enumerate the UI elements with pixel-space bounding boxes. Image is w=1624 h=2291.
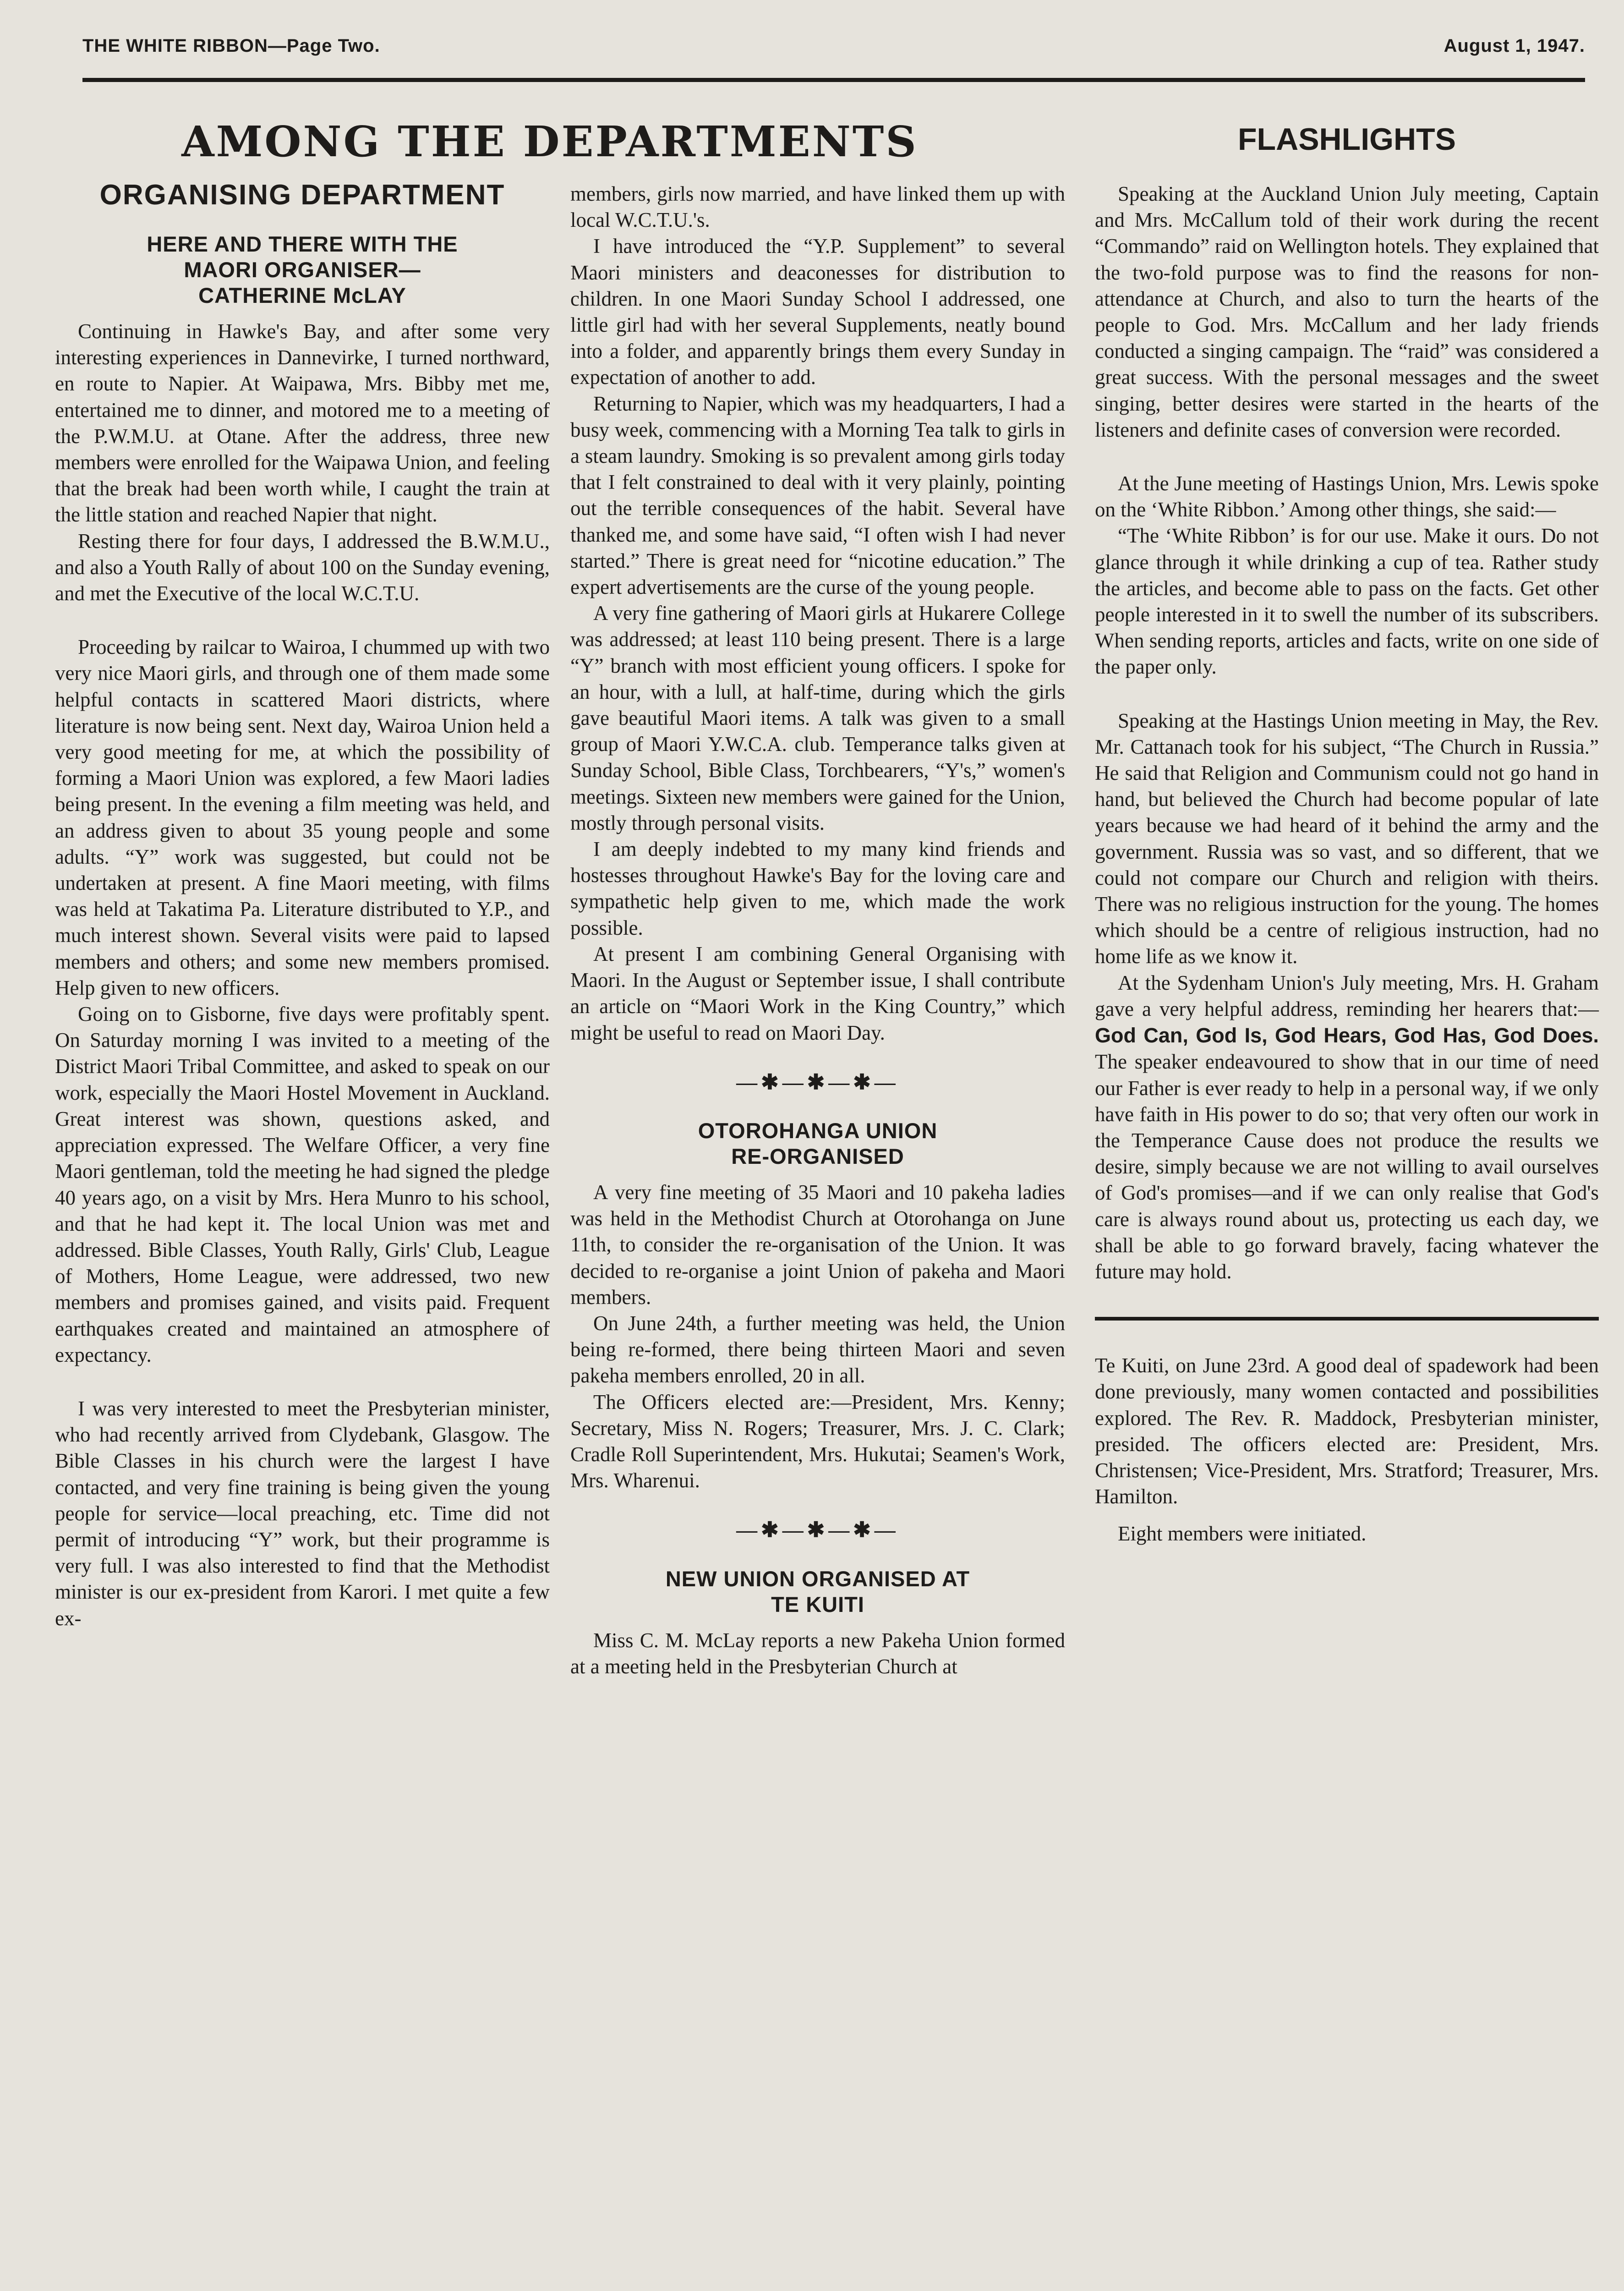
flashlight-paragraph [1095, 970, 1599, 1285]
tekuiti-subhead [570, 1566, 1065, 1617]
article-paragraph: I was very interested to meet the Presbyterian minister, who had recently arrived from Clydebank, Glasgow. The Bible Classes in his church were the largest I have contacted, and very fine training is being given the young people for service—local preaching, etc. Time did not permit of introducing “Y” work, but their programme is very full. I was also interested to find that the Methodist minister is our ex-president from Karori. I met quite a few ex- [55, 1397, 550, 1630]
article-paragraph: Eight members were initiated. [1118, 1522, 1367, 1546]
flashlight-paragraph: “The ‘White Ribbon’ is for our use. Make it ours. Do not glance through it while drinking a cup of tea. Rather study the articles, and become able to pass on the facts. Get other people interested in it to swell the number of its subscribers. When sending reports, articles and facts, write on one side of the paper only. [1095, 524, 1599, 679]
subhead-line: MAORI ORGANISER— [184, 258, 421, 282]
subhead-line: CATHERINE McLAY [198, 283, 406, 307]
header-rule [82, 78, 1585, 82]
flashlights-title: FLASHLIGHTS [1238, 122, 1456, 157]
running-header-left: THE WHITE RIBBON—Page Two. [82, 36, 380, 56]
flashlight-paragraph: Speaking at the Auckland Union July meeting, Captain and Mrs. McCallum told of their work during the recent “Commando” raid on Wellington hotels. They explained that the two-fold purpose was to find the reasons for non-attendance at Church, and also to turn the hearts of the people to God. Mrs. McCallum and her lady friends conducted a singing campaign. The “raid” was considered a great success. With the personal messages and the sweet singing, better desires were started in the hearts of the listeners and definite cases of conversion were recorded. [1095, 182, 1599, 441]
flashlight-text: The speaker endeavoured to show that in our time of need our Father is ever ready to help in a personal way, if we only have faith in His power to do so; that very often our work in the Temperance Cause does not produce the results we desire, simply because we are not willing to avail ourselves of God's promises—and if we can only realise that God's care is always round about us, protecting us each day, we shall be able to go forward bravely, facing whatever the future may hold. [1095, 1050, 1599, 1283]
main-title: AMONG THE DEPARTMENTS [181, 117, 918, 166]
article-paragraph: Resting there for four days, I addressed the B.W.M.U., and also a Youth Rally of about 100 on the Sunday evening, and met the Executive of the local W.C.T.U. [55, 529, 550, 605]
otorohanga-subhead [570, 1118, 1065, 1169]
subhead-line: TE KUITI [771, 1592, 864, 1617]
column-2 [570, 181, 1065, 1680]
article-paragraph: Te Kuiti, on June 23rd. A good deal of spadework had been done previously, many women contacted and possibilities explored. The Rev. R. Maddock, Presbyterian minister, presided. The officers elected are: President, Mrs. Christensen; Vice-President, Mrs. Stratford; Treasurer, Mrs. Hamilton. [1095, 1354, 1599, 1508]
section-ornament: —✱—✱—✱— [736, 1518, 899, 1542]
god-can-phrase: God Can, God Is, God Hears, God Has, God Does. [1095, 1024, 1599, 1047]
flashlight-text: At the Sydenham Union's July meeting, Mrs. H. Graham gave a very helpful address, reminding her hearers that:— [1095, 971, 1599, 1020]
article-paragraph: Returning to Napier, which was my headquarters, I had a busy week, commencing with a Morning Tea talk to girls in a steam laundry. Smoking is so prevalent among girls today that I felt constrained to deal with it very plainly, pointing out the terrible consequences of the habit. Several have thanked me, and some have said, “I often wish I had never started.” There is great need for “nicotine education.” The expert advertisements are the curse of the young people. [570, 392, 1065, 599]
section-rule [1095, 1317, 1599, 1321]
subhead-line: HERE AND THERE WITH THE [147, 232, 458, 256]
article-paragraph: members, girls now married, and have linked them up with local W.C.T.U.'s. [570, 182, 1065, 232]
running-header-date: August 1, 1947. [1444, 36, 1585, 56]
section-ornament: —✱—✱—✱— [736, 1070, 899, 1094]
article-paragraph: I am deeply indebted to my many kind friends and hostesses throughout Hawke's Bay for the loving care and sympathetic help given to me, which made the work possible. [570, 838, 1065, 939]
article-paragraph: A very fine gathering of Maori girls at Hukarere College was addressed; at least 110 being present. There is a large “Y” branch with most efficient young officers. I spoke for an hour, with a lull, at half-time, during which the girls gave beautiful Maori items. A talk was given to a small group of Maori Y.W.C.A. club. Temperance talks given at Sunday School, Bible Class, Torchbearers, “Y's,” women's meetings. Sixteen new members were gained for the Union, mostly through personal visits. [570, 602, 1065, 834]
article-paragraph: Going on to Gisborne, five days were profitably spent. On Saturday morning I was invited to a meeting of the District Maori Tribal Committee, and asked to speak on our work, especially the Maori Hostel Movement in Auckland. Great interest was shown, questions asked, and appreciation expressed. The Welfare Officer, a very fine Maori gentleman, told the meeting he had signed the pledge 40 years ago, on a visit by Mrs. Hera Munro to his school, and that he had kept it. The local Union was met and addressed. Bible Classes, Youth Rally, Girls' Club, League of Mothers, Home League, were addressed, two new members and promises gained, and visits paid. Frequent earthquakes created and maintained an atmosphere of expectancy. [55, 1003, 550, 1366]
organising-department-title: ORGANISING DEPARTMENT [99, 179, 505, 211]
organiser-subhead [55, 231, 550, 308]
article-paragraph: Continuing in Hawke's Bay, and after some very interesting experiences in Dannevirke, I turned northward, en route to Napier. At Waipawa, Mrs. Bibby met me, entertained me to dinner, and motored me to a meeting of the P.W.M.U. at Otane. After the address, three new members were enrolled for the Waipawa Union, and feeling that the break had been worth while, I caught the train at the little station and reached Napier that night. [55, 320, 550, 526]
article-paragraph: At present I am combining General Organising with Maori. In the August or September issue, I shall contribute an article on “Maori Work in the King Country,” which might be useful to read on Maori Day. [570, 942, 1065, 1044]
subhead-line: RE-ORGANISED [731, 1144, 904, 1168]
article-paragraph: A very fine meeting of 35 Maori and 10 pakeha ladies was held in the Methodist Church at Otorohanga on June 11th, to consider the re-organisation of the Union. It was decided to re-organise a joint Union of pakeha and Maori members. [570, 1180, 1065, 1309]
flashlight-paragraph: Speaking at the Hastings Union meeting in May, the Rev. Mr. Cattanach took for his subject, “The Church in Russia.” He said that Religion and Communism could not go hand in hand, but believed the Church had become popular of late years because we had heard of it behind the army and the government. Russia was so vast, and so different, that we could not compare our Church and religion with theirs. There was no religious instruction for the young. The homes which should be a centre of religious instruction, had no home life as we know it. [1095, 709, 1599, 968]
column-3 [1095, 181, 1599, 1547]
subhead-line: NEW UNION ORGANISED AT [665, 1566, 970, 1591]
subhead-line: OTOROHANGA UNION [698, 1118, 938, 1143]
article-paragraph: I have introduced the “Y.P. Supplement” to several Maori ministers and deaconesses for distribution to children. In one Maori Sunday School I addressed, one little girl had with her several Supplements, neatly bound into a folder, and apparently brings them every Sunday in expectation of another to add. [570, 235, 1065, 389]
flashlight-paragraph: At the June meeting of Hastings Union, Mrs. Lewis spoke on the ‘White Ribbon.’ Among other things, she said:— [1095, 472, 1599, 521]
article-paragraph: The Officers elected are:—President, Mrs. Kenny; Secretary, Miss N. Rogers; Treasurer, Mrs. J. C. Clark; Cradle Roll Superintendent, Mrs. Hukutai; Seamen's Work, Mrs. Wharenui. [570, 1390, 1065, 1492]
column-1 [55, 231, 550, 1632]
article-paragraph: Proceeding by railcar to Wairoa, I chummed up with two very nice Maori girls, and through one of them made some helpful contacts in scattered Maori districts, where literature is now being sent. Next day, Wairoa Union held a very good meeting for me, at which the possibility of forming a Maori Union was explored, a few Maori ladies being present. In the evening a film meeting was held, and an address given to about 35 young people and some adults. “Y” work was suggested, but could not be undertaken at present. A fine Maori meeting, with films was held at Takatima Pa. Literature distributed to Y.P., and much interest shown. Several visits were paid to lapsed members and others; and some new members promised. Help given to new officers. [55, 636, 550, 999]
article-paragraph: Miss C. M. McLay reports a new Pakeha Union formed at a meeting held in the Presbyterian Church at [570, 1628, 1065, 1678]
article-paragraph: On June 24th, a further meeting was held, the Union being re-formed, there being thirteen Maori and seven pakeha members enrolled, 20 in all. [570, 1311, 1065, 1387]
